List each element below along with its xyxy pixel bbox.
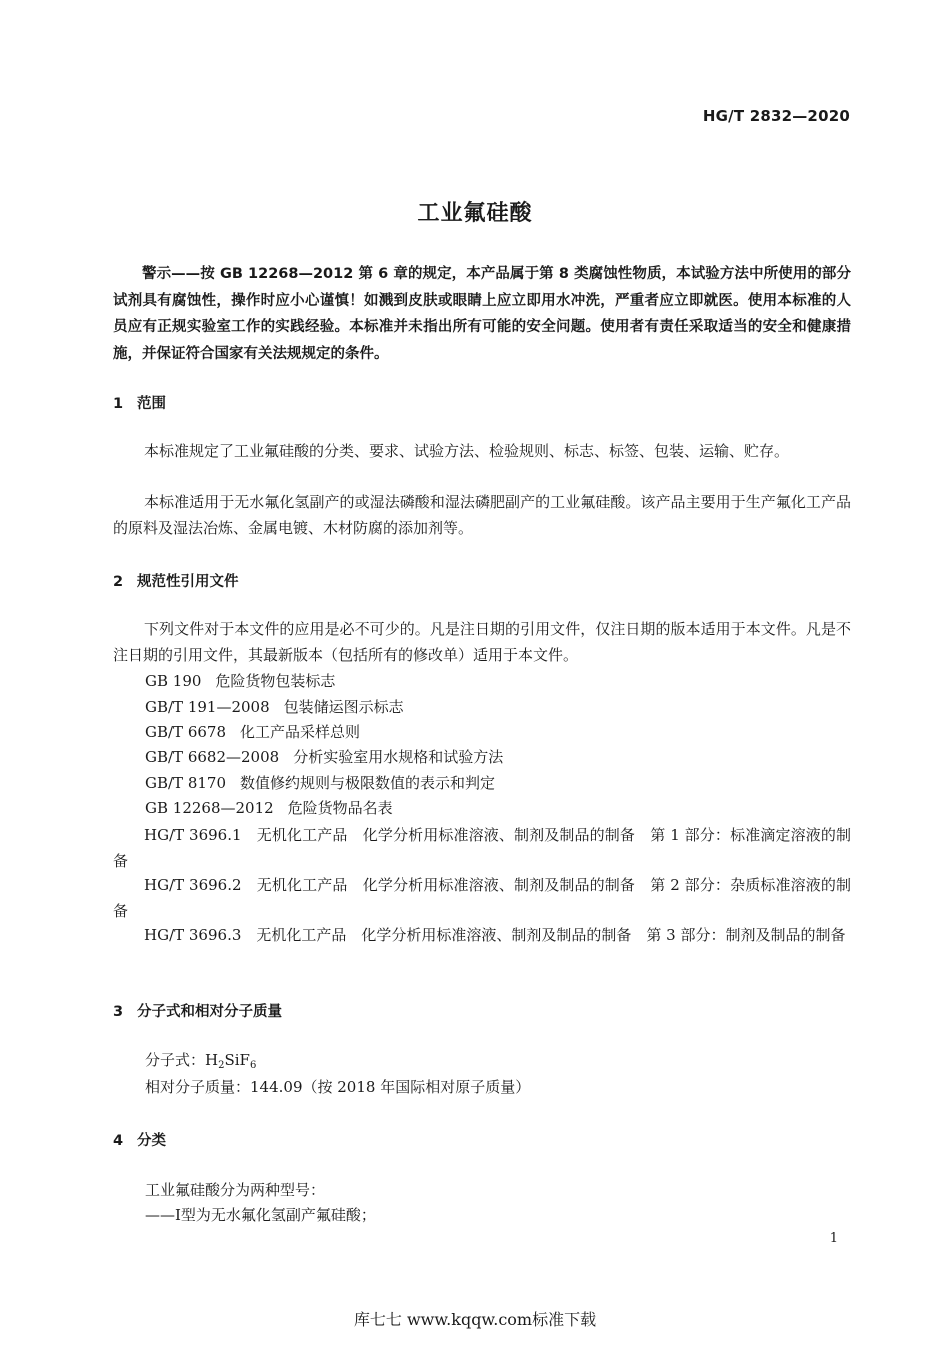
document-title: 工业氟硅酸 [417,201,533,226]
formula-h: H [205,1051,219,1069]
reference-title: 分析实验室用水规格和试验方法 [293,748,504,766]
classification-type-1: ——Ⅰ型为无水氟化氢副产氟硅酸； [145,1206,376,1224]
section-title: 规范性引用文件 [137,574,239,590]
reference-item-long: HG/T 3696.1 无机化工产品 化学分析用标准溶液、制剂及制品的制备 第 1 部分：标准滴定溶液的制备 [113,826,851,870]
scope-paragraph: 本标准适用于无水氟化氢副产的或湿法磷酸和湿法磷肥副产的工业氟硅酸。该产品主要用于生产氟化工产品的原料及湿法冶炼、金属电镀、木材防腐的添加剂等。 [113,493,851,537]
section-number: 2 [113,574,124,590]
reference-item [145,746,503,767]
reference-item [145,772,495,793]
reference-title: 化工产品采样总则 [240,723,361,741]
section-number: 4 [113,1133,124,1149]
section-heading-references [113,570,239,591]
formula-f-subscript: 6 [249,1060,257,1071]
reference-title: 包装储运图示标志 [283,698,404,716]
section-heading-formula [113,1000,282,1021]
classification-intro: 工业氟硅酸分为两种型号： [145,1181,326,1199]
formula-label: 分子式： [145,1051,206,1069]
warning-paragraph: 警示——按 GB 12268—2012 第 6 章的规定，本产品属于第 8 类腐蚀性物质，本试验方法中所使用的部分试剂具有腐蚀性，操作时应小心谨慎！如溅到皮肤或眼睛上应立即用水冲洗，严重者应立即就医。使用本标准的人员应有正规实验室工作的实践经验。本标准并未指出所有可能的安全问题。使用者有责任采取适当的安全和健康措施，并保证符合国家有关法规规定的条件。 [113,266,851,362]
reference-item-long: HG/T 3696.3 无机化工产品 化学分析用标准溶液、制剂及制品的制备 第 3 部分：制剂及制品的制备 [144,926,846,944]
reference-title: 危险货物包装标志 [215,672,336,690]
section-title: 分子式和相对分子质量 [137,1004,282,1020]
section-title: 分类 [137,1133,166,1149]
reference-title: 危险货物品名表 [287,799,393,817]
reference-item-long: HG/T 3696.2 无机化工产品 化学分析用标准溶液、制剂及制品的制备 第 2 部分：杂质标准溶液的制备 [113,876,851,920]
references-intro: 下列文件对于本文件的应用是必不可少的。凡是注日期的引用文件，仅注日期的版本适用于本文件。凡是不注日期的引用文件，其最新版本（包括所有的修改单）适用于本文件。 [113,620,851,664]
standard-code: HG/T 2832—2020 [702,107,850,125]
section-heading-scope [113,392,166,413]
reference-title: 数值修约规则与极限数值的表示和判定 [240,774,496,792]
reference-item [145,670,335,691]
reference-code: GB/T 6682—2008 [145,748,280,766]
reference-code: GB/T 6678 [145,723,227,741]
reference-code: GB/T 8170 [145,774,227,792]
reference-code: GB 12268—2012 [145,799,274,817]
section-number: 1 [113,396,124,412]
reference-item [145,696,404,717]
section-heading-classification [113,1129,166,1150]
molecular-formula [145,1049,256,1071]
reference-item [145,721,360,742]
section-title: 范围 [137,396,166,412]
formula-h-subscript: 2 [218,1060,225,1071]
reference-code: GB 190 [145,672,202,690]
formula-sif: SiF [224,1051,250,1069]
molecular-mass: 相对分子质量：144.09（按 2018 年国际相对原子质量） [145,1078,531,1096]
scope-paragraph: 本标准规定了工业氟硅酸的分类、要求、试验方法、检验规则、标志、标签、包装、运输、贮存。 [144,442,790,460]
footer-watermark: 库七七 www.kqqw.com标准下载 [353,1310,597,1329]
reference-item [145,797,393,818]
section-number: 3 [113,1004,124,1020]
reference-code: GB/T 191—2008 [145,698,270,716]
page-number: 1 [829,1231,838,1246]
